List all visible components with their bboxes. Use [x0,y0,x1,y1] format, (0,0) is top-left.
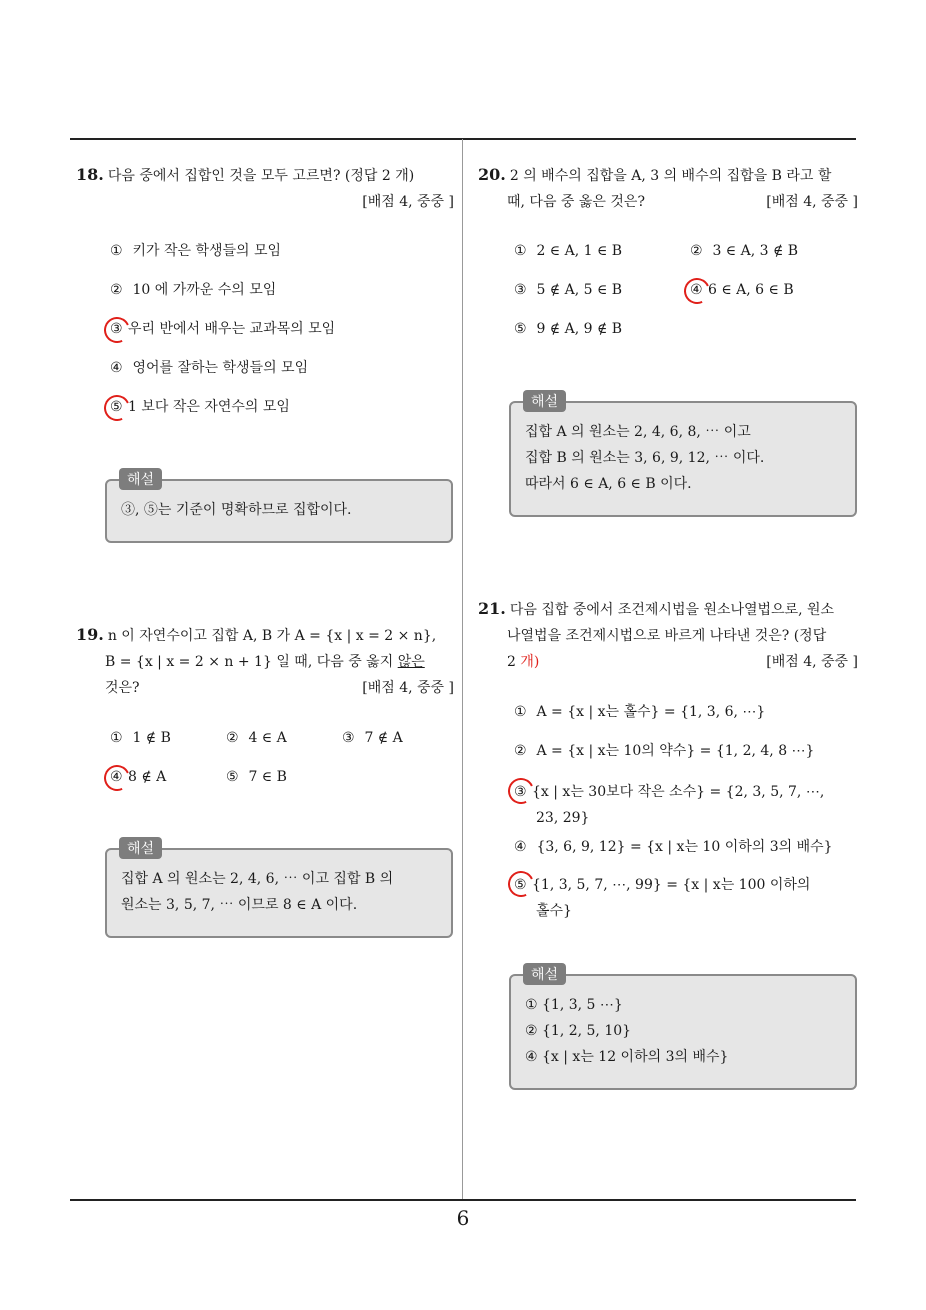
explanation-line: ③, ⑤는 기준이 명확하므로 집합이다. [121,502,352,518]
option-5[interactable] [514,872,810,924]
bottom-rule [70,1199,856,1201]
question-19 [76,622,454,701]
question-text: B = {x | x = 2 × n + 1} 일 때, 다음 중 옳지 [105,654,394,670]
underlined-word: 않은 [397,654,425,670]
explanation-tag: 해설 [119,468,162,490]
explanation-line: 집합 A 의 원소는 2, 4, 6, 8, ⋯ 이고 [525,424,751,440]
question-meta: [배점 4, 중중 ] [362,194,454,210]
question-meta: [배점 4, 중중 ] [766,654,858,670]
option-5[interactable] [110,396,290,418]
option-mark: ④ [690,282,703,298]
option-1[interactable] [110,727,171,749]
question-text: 것은? [105,680,140,696]
option-mark: ④ [110,360,123,376]
option-mark: ③ [514,282,527,298]
option-4[interactable] [690,279,794,301]
answer-circle-icon [504,774,537,807]
option-mark: ① [110,730,123,746]
option-mark: ④ [110,769,123,785]
option-text: {x | x는 30보다 작은 소수} = {2, 3, 5, 7, ⋯, [532,784,825,800]
option-mark: ⑤ [514,877,527,893]
option-mark: ③ [514,784,527,800]
option-3[interactable] [514,779,824,831]
question-text: 다음 집합 중에서 조건제시법을 원소나열법으로, 원소 [509,602,835,618]
option-1[interactable] [514,701,765,723]
option-text: 키가 작은 학생들의 모임 [132,243,282,259]
option-4[interactable] [110,357,308,379]
option-text: 6 ∈ A, 6 ∈ B [708,282,794,298]
option-2[interactable] [690,240,798,262]
option-mark: ④ [514,839,527,855]
option-text: 영어를 잘하는 학생들의 모임 [132,360,309,376]
explanation-box [105,841,453,938]
explanation-line: 집합 A 의 원소는 2, 4, 6, ⋯ 이고 집합 B 의 [121,871,394,887]
option-4[interactable] [110,766,166,788]
answer-circle-icon [100,313,133,346]
explanation-box [105,472,453,543]
option-1[interactable] [514,240,622,262]
option-5[interactable] [514,318,622,340]
highlight-text: 개) [520,654,540,670]
column-divider [462,139,463,1199]
option-4[interactable] [514,836,833,858]
option-text: A = {x | x는 홀수} = {1, 3, 6, ⋯} [536,704,766,720]
question-21 [478,596,858,675]
option-text: 2 ∈ A, 1 ∈ B [536,243,623,259]
option-mark: ② [690,243,703,259]
explanation-line: ④ {x | x는 12 이하의 3의 배수} [525,1049,729,1065]
question-text: n 이 자연수이고 집합 A, B 가 A = {x | x = 2 × n}, [107,628,437,644]
option-2[interactable] [514,740,814,762]
option-text-cont: 23, 29} [536,810,590,826]
option-text: 8 ∉ A [128,769,167,785]
question-number: 20. [478,165,506,184]
option-text: 1 보다 작은 자연수의 모임 [128,399,290,415]
option-mark: ① [110,243,123,259]
option-mark: ② [110,282,123,298]
option-mark: ⑤ [226,769,239,785]
option-text-cont: 홀수} [536,903,572,919]
explanation-tag: 해설 [523,390,566,412]
option-mark: ① [514,243,527,259]
explanation-tag: 해설 [523,963,566,985]
answer-circle-icon [100,391,133,424]
option-text: {1, 3, 5, 7, ⋯, 99} = {x | x는 100 이하의 [532,877,811,893]
option-1[interactable] [110,240,281,262]
option-mark: ② [226,730,239,746]
question-text: 다음 중에서 집합인 것을 모두 고르면? (정답 2 개) [107,168,415,184]
option-mark: ③ [342,730,355,746]
option-text: 7 ∉ A [364,730,403,746]
explanation-line: ② {1, 2, 5, 10} [525,1023,632,1039]
question-18 [76,162,454,215]
option-text: 10 에 가까운 수의 모임 [132,282,277,298]
page-number: 6 [456,1206,470,1230]
option-mark: ① [514,704,527,720]
option-3[interactable] [110,318,335,340]
explanation-line: 따라서 6 ∈ A, 6 ∈ B 이다. [525,476,692,492]
question-meta: [배점 4, 중중 ] [766,194,858,210]
question-number: 21. [478,599,506,618]
option-mark: ⑤ [110,399,123,415]
option-text: 우리 반에서 배우는 교과목의 모임 [128,321,336,337]
option-text: 9 ∉ A, 9 ∉ B [536,321,623,337]
question-20 [478,162,858,215]
question-text: 2 [507,654,516,670]
option-text: 3 ∈ A, 3 ∉ B [712,243,799,259]
explanation-line: 원소는 3, 5, 7, ⋯ 이므로 8 ∈ A 이다. [121,897,358,913]
option-text: 1 ∉ B [132,730,171,746]
answer-circle-icon [504,867,537,900]
option-text: A = {x | x는 10의 약수} = {1, 2, 4, 8 ⋯} [536,743,815,759]
question-text: 2 의 배수의 집합을 A, 3 의 배수의 집합을 B 라고 할 [509,168,832,184]
option-mark: ③ [110,321,123,337]
option-5[interactable] [226,766,287,788]
option-2[interactable] [110,279,276,301]
explanation-line: ① {1, 3, 5 ⋯} [525,997,623,1013]
option-2[interactable] [226,727,287,749]
question-number: 19. [76,625,104,644]
option-text: 5 ∉ A, 5 ∈ B [536,282,623,298]
top-rule [70,138,856,140]
option-text: 7 ∈ B [248,769,287,785]
explanation-box [509,967,857,1090]
option-3[interactable] [514,279,622,301]
question-number: 18. [76,165,104,184]
option-text: 4 ∈ A [248,730,287,746]
option-mark: ② [514,743,527,759]
option-3[interactable] [342,727,403,749]
explanation-box [509,394,857,517]
explanation-line: 집합 B 의 원소는 3, 6, 9, 12, ⋯ 이다. [525,450,765,466]
explanation-tag: 해설 [119,837,162,859]
question-text: 나열법을 조건제시법으로 바르게 나타낸 것은? (정답 [507,628,827,644]
option-mark: ⑤ [514,321,527,337]
answer-circle-icon [680,274,713,307]
answer-circle-icon [100,761,133,794]
option-text: {3, 6, 9, 12} = {x | x는 10 이하의 3의 배수} [536,839,833,855]
question-meta: [배점 4, 중중 ] [362,680,454,696]
question-text: 때, 다음 중 옳은 것은? [507,194,645,210]
